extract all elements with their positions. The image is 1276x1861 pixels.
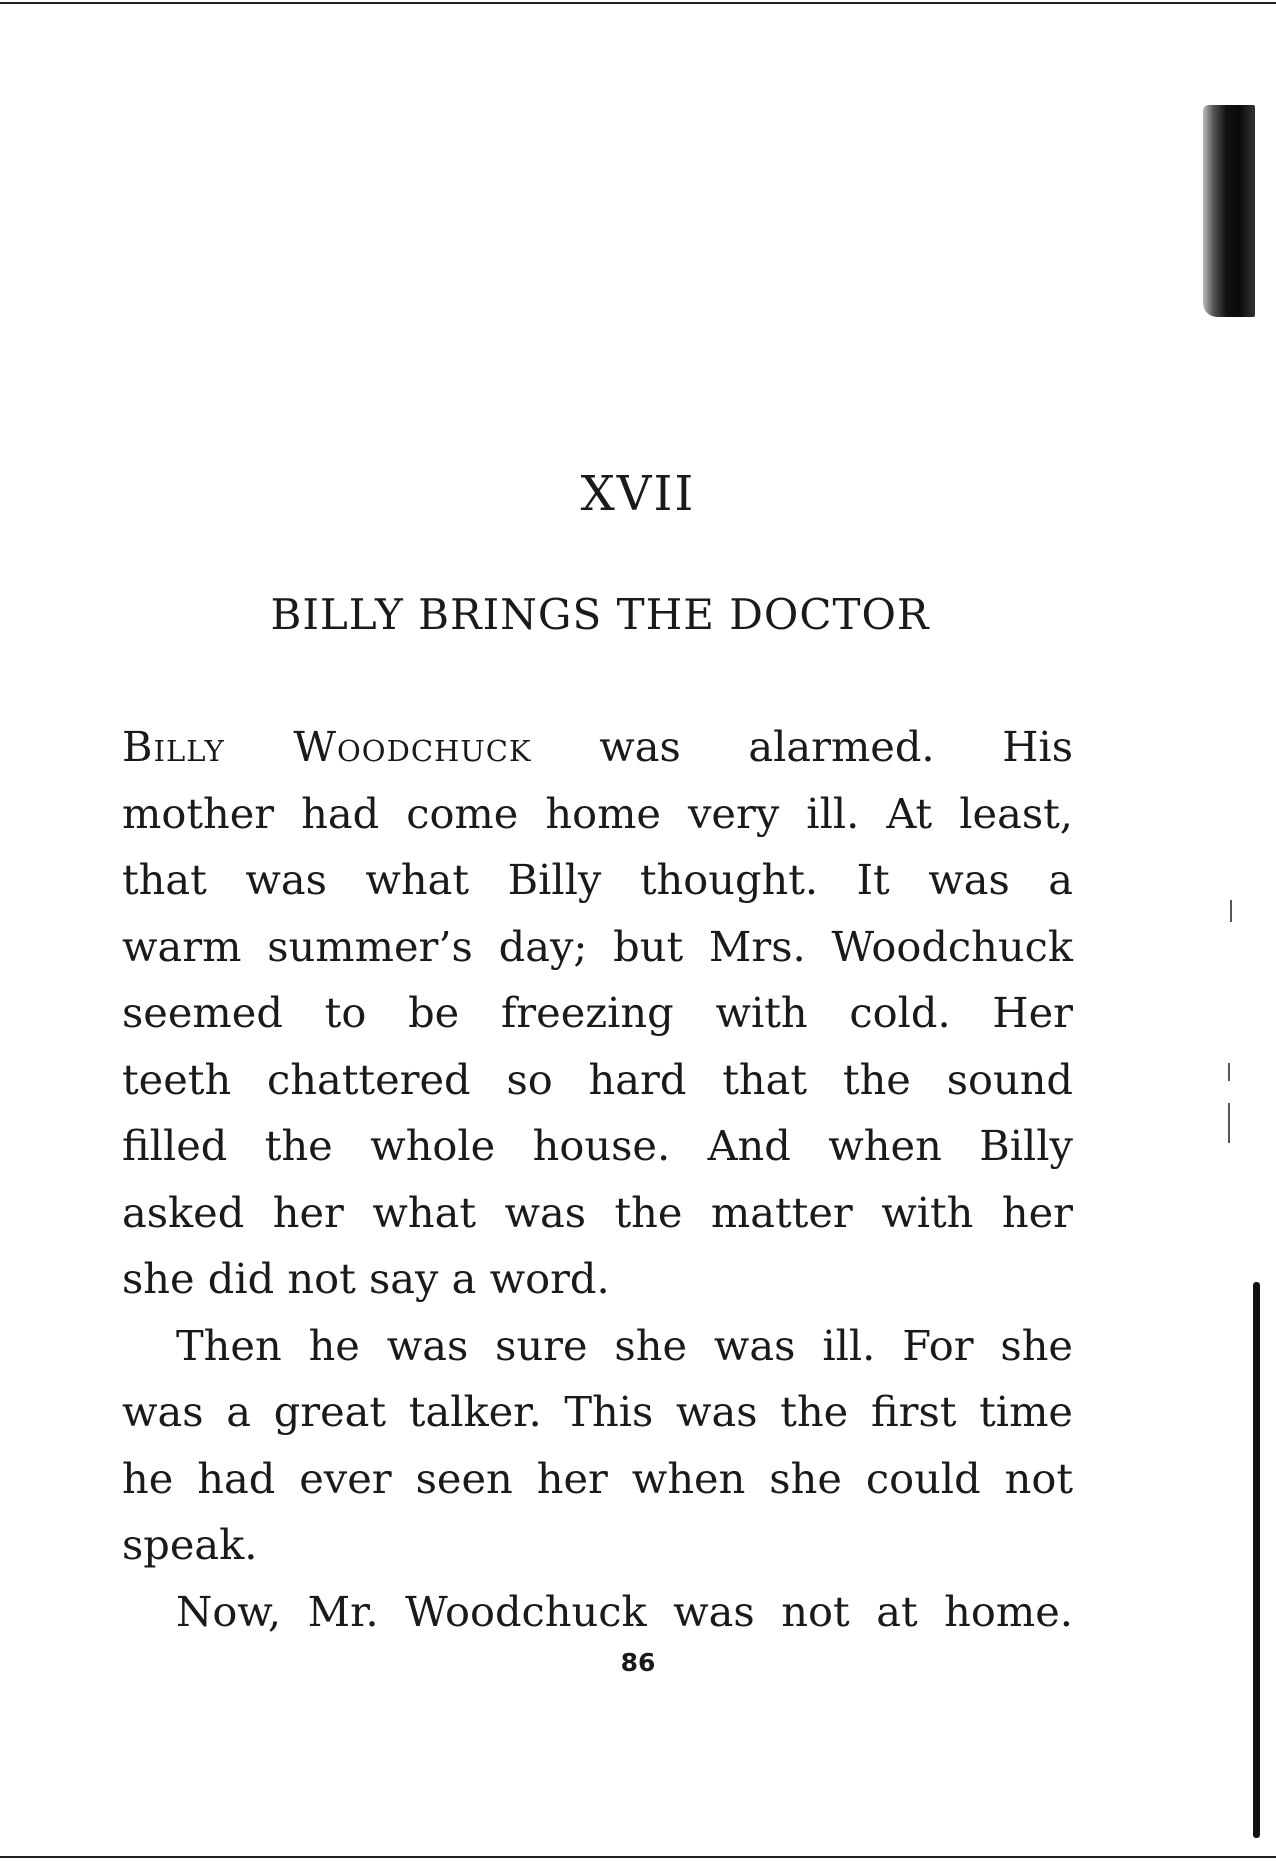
text-line: asked her what was the matter with her	[122, 1187, 1073, 1237]
scan-edge-tick	[1228, 1063, 1230, 1081]
text-line: Now, Mr. Woodchuck was not at home.	[176, 1586, 1073, 1636]
scan-edge-shadow-bottom	[1253, 1282, 1260, 1838]
chapter-title: BILLY BRINGS THE DOCTOR	[270, 590, 930, 639]
text-line: warm summer’s day; but Mrs. Woodchuck	[122, 921, 1073, 971]
top-rule	[0, 2, 1276, 4]
text-line-rest: was alarmed. His	[531, 722, 1073, 771]
text-line: seemed to be freezing with cold. Her	[122, 988, 1073, 1037]
paragraph-2	[122, 1313, 1073, 1579]
paragraph-1	[122, 714, 1073, 1313]
text-line: he had ever seen her when she could not	[122, 1453, 1073, 1503]
chapter-number: XVII	[580, 466, 696, 522]
paragraph-3	[122, 1579, 1073, 1646]
scan-edge-tick	[1228, 1103, 1230, 1143]
opening-words: Billy Woodchuck	[122, 722, 532, 771]
text-line: Then he was sure she was ill. For she	[176, 1320, 1073, 1370]
text-line: mother had come home very ill. At least,	[122, 788, 1073, 838]
scan-edge-tick	[1230, 900, 1232, 922]
text-line: filled the whole house. And when Billy	[122, 1121, 1073, 1170]
bottom-rule	[0, 1856, 1276, 1858]
body-text	[122, 714, 1073, 1645]
text-line: that was what Billy thought. It was a	[122, 855, 1073, 904]
scan-edge-shadow-top	[1203, 105, 1255, 317]
text-line	[122, 714, 1073, 781]
text-line: was a great talker. This was the first time	[122, 1387, 1073, 1436]
text-line: speak.	[122, 1520, 258, 1569]
text-line: she did not say a word.	[122, 1254, 610, 1303]
text-line: teeth chattered so hard that the sound	[122, 1054, 1073, 1104]
page-number: 86	[620, 1648, 656, 1677]
